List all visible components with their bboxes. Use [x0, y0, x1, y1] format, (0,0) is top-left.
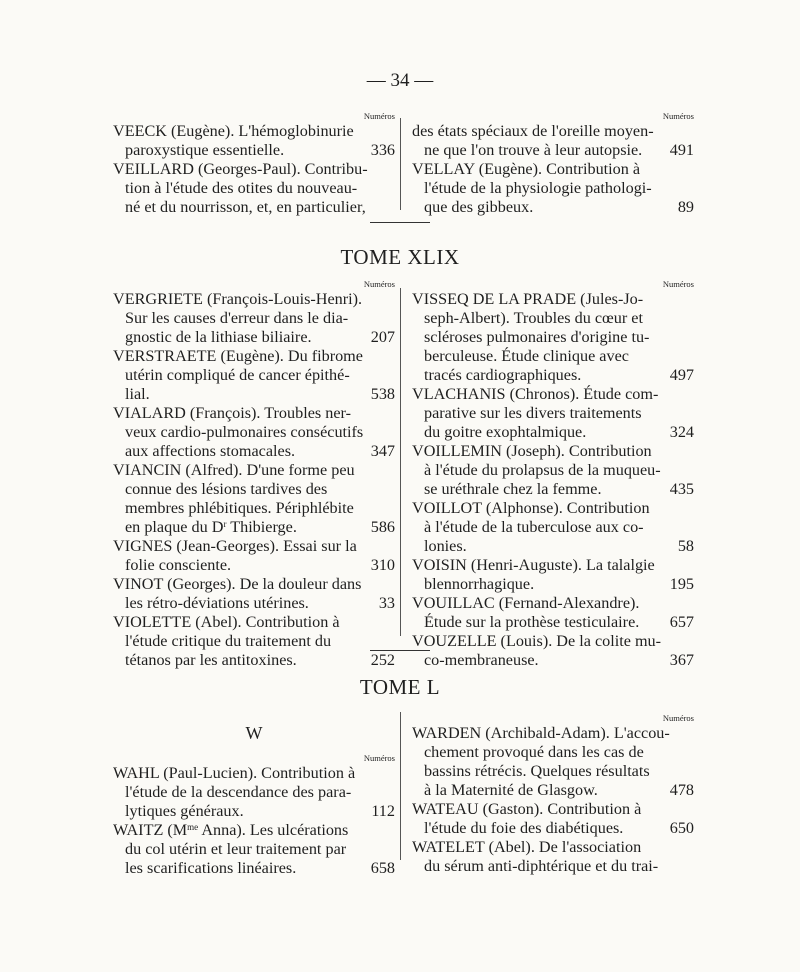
entry-text: VIGNES (Jean-Georges). Essai sur la — [113, 537, 357, 555]
entry-title-line — [113, 141, 395, 160]
entry-author-line — [113, 404, 395, 423]
entry-title-line — [113, 783, 395, 802]
thesis-entry — [113, 537, 395, 575]
entry-text: VISSEQ DE LA PRADE (Jules-Jo- — [412, 290, 644, 308]
entry-number: 112 — [371, 802, 395, 820]
entry-title-line — [113, 632, 395, 651]
numeros-label: Numéros — [662, 713, 694, 723]
entry-text: parative sur les divers traitements — [424, 404, 642, 422]
column-divider — [400, 288, 401, 636]
entry-number: 310 — [370, 556, 395, 574]
entry-number: 252 — [370, 651, 395, 669]
entry-author-line — [412, 556, 694, 575]
letter-heading: W — [245, 723, 263, 743]
entry-number: 195 — [669, 575, 694, 593]
entry-text: paroxystique essentielle. — [125, 141, 285, 159]
entry-number: 478 — [669, 781, 694, 799]
thesis-entry — [412, 556, 694, 594]
entry-text: que des gibbeux. — [424, 198, 534, 216]
entry-title-line — [412, 480, 694, 499]
entry-title-line — [412, 141, 694, 160]
thesis-entry — [412, 160, 694, 217]
entry-title-line — [412, 461, 694, 480]
entry-text: seph-Albert). Troubles du cœur et — [424, 309, 643, 327]
entry-text: du col utérin et leur traitement par — [125, 840, 347, 858]
entry-text: né et du nourrisson, et, en particulier, — [125, 198, 366, 216]
entry-author-line — [113, 122, 395, 141]
entry-text: ne que l'on trouve à leur autopsie. — [424, 141, 643, 159]
thesis-entry — [113, 290, 395, 347]
column-divider — [400, 712, 401, 860]
entry-title-line — [113, 179, 395, 198]
tome-xlix-left-column — [113, 278, 395, 670]
entry-title-line — [412, 347, 694, 366]
entry-text: folie consciente. — [125, 556, 232, 574]
thesis-entry — [412, 385, 694, 442]
entry-author-line — [113, 764, 395, 783]
page-number: — 34 — — [366, 70, 434, 91]
entry-text: WATEAU (Gaston). Contribution à — [412, 800, 642, 818]
entry-text: WARDEN (Archibald-Adam). L'accou- — [412, 724, 670, 742]
entry-title-line — [412, 179, 694, 198]
thesis-entry — [113, 613, 395, 670]
entry-author-line — [412, 594, 694, 613]
entry-text: connue des lésions tardives des — [125, 480, 328, 498]
entry-text: WAHL (Paul-Lucien). Contribution à — [113, 764, 356, 782]
entry-title-line — [412, 819, 694, 838]
entry-title-line — [412, 366, 694, 385]
entry-number: 650 — [669, 819, 694, 837]
entry-text: du sérum anti-diphtérique et du trai- — [424, 857, 659, 875]
entry-number: 367 — [669, 651, 694, 669]
entry-text: en plaque du $D^r$ Thibierge. — [125, 518, 297, 536]
entry-text: VEECK (Eugène). L'hémoglobinurie — [113, 122, 354, 140]
tome-xlix-right-column — [412, 278, 694, 670]
thesis-entry — [412, 594, 694, 632]
entry-number: 347 — [370, 442, 395, 460]
entry-text: VERSTRAETE (Eugène). Du fibrome — [113, 347, 363, 365]
thesis-entry — [412, 632, 694, 670]
entry-number: 435 — [669, 480, 694, 498]
entry-author-line — [113, 290, 395, 309]
entry-text: tracés cardiographiques. — [424, 366, 582, 384]
entry-title-line — [412, 743, 694, 762]
entry-text: l'étude de la physiologie pathologi- — [424, 179, 652, 197]
entry-title-line — [113, 802, 395, 821]
entry-title-line — [113, 556, 395, 575]
entry-text: gnostic de la lithiase biliaire. — [125, 328, 312, 346]
thesis-entry — [113, 461, 395, 537]
entry-text: l'étude critique du traitement du — [125, 632, 332, 650]
entry-author-line — [412, 838, 694, 857]
thesis-entry — [412, 724, 694, 800]
thesis-entry — [113, 764, 395, 821]
entry-text: lonies. — [424, 537, 467, 555]
section-rule — [370, 222, 430, 223]
entry-text: utérin compliqué de cancer épithé- — [125, 366, 350, 384]
entry-title-line — [412, 651, 694, 670]
entry-author-line — [412, 442, 694, 461]
entry-text: aux affections stomacales. — [125, 442, 296, 460]
entry-number: 33 — [378, 594, 395, 612]
entry-title-line — [113, 480, 395, 499]
entry-title-line — [412, 309, 694, 328]
entry-text: VIANCIN (Alfred). D'une forme peu — [113, 461, 355, 479]
entry-title-line — [113, 366, 395, 385]
entry-author-line — [113, 160, 395, 179]
entry-author-line — [412, 385, 694, 404]
entry-title-line — [113, 518, 395, 537]
entry-text: co-membraneuse. — [424, 651, 539, 669]
entry-number: 491 — [669, 141, 694, 159]
entry-number: 336 — [370, 141, 395, 159]
entry-text: berculeuse. Étude clinique avec — [424, 347, 629, 365]
entry-text: veux cardio-pulmonaires consécutifs — [125, 423, 364, 441]
entry-text: VEILLARD (Georges-Paul). Contribu- — [113, 160, 368, 178]
entry-text: VOISIN (Henri-Auguste). La talalgie — [412, 556, 655, 574]
column-divider — [400, 118, 401, 210]
entry-author-line — [113, 537, 395, 556]
entry-title-line — [113, 651, 395, 670]
entry-text: VLACHANIS (Chronos). Étude com- — [412, 385, 659, 403]
entry-title-line — [412, 537, 694, 556]
entry-text: membres phlébitiques. Périphlébite — [125, 499, 354, 517]
entry-text: WAITZ ($M^{me}$ Anna). Les ulcérations — [113, 821, 349, 839]
numeros-label: Numéros — [363, 753, 395, 763]
thesis-entry — [412, 838, 694, 876]
entry-number: 538 — [370, 385, 395, 403]
tome-l-right-column — [412, 712, 694, 876]
numeros-label: Numéros — [662, 279, 694, 289]
entry-text: à l'étude du prolapsus de la muqueu- — [424, 461, 661, 479]
entry-text: Étude sur la prothèse testiculaire. — [424, 613, 640, 631]
entry-title-line — [412, 518, 694, 537]
entry-text: les rétro-déviations utérines. — [125, 594, 309, 612]
entry-author-line — [113, 575, 395, 594]
entry-text: VOILLOT (Alphonse). Contribution — [412, 499, 650, 517]
tome-l-title: TOME L — [359, 675, 441, 699]
thesis-entry — [113, 122, 395, 160]
entry-number: 497 — [669, 366, 694, 384]
entry-number: 657 — [669, 613, 694, 631]
entry-text: VELLAY (Eugène). Contribution à — [412, 160, 641, 178]
entry-author-line — [412, 499, 694, 518]
entry-number: 89 — [677, 198, 694, 216]
entry-number: 658 — [370, 859, 395, 877]
entry-title-line — [412, 328, 694, 347]
entry-number: 58 — [677, 537, 694, 555]
entry-text: tétanos par les antitoxines. — [125, 651, 297, 669]
entry-text: VOUZELLE (Louis). De la colite mu- — [412, 632, 662, 650]
entry-title-line — [412, 613, 694, 632]
entry-title-line — [412, 423, 694, 442]
entry-title-line — [113, 840, 395, 859]
thesis-entry — [412, 442, 694, 499]
entry-title-line — [113, 859, 395, 878]
entry-text: à la Maternité de Glasgow. — [424, 781, 598, 799]
entry-text: VIOLETTE (Abel). Contribution à — [113, 613, 340, 631]
entry-author-line — [113, 461, 395, 480]
entry-author-line — [412, 724, 694, 743]
entry-title-line — [113, 309, 395, 328]
entry-text: des états spéciaux de l'oreille moyen- — [412, 122, 654, 140]
thesis-entry — [113, 404, 395, 461]
entry-text: VOILLEMIN (Joseph). Contribution — [412, 442, 652, 460]
entry-text: scléroses pulmonaires d'origine tu- — [424, 328, 650, 346]
tome-l-left-column — [113, 718, 395, 878]
entry-title-line — [412, 404, 694, 423]
entry-text: chement provoqué dans les cas de — [424, 743, 644, 761]
tome-xlix-title: TOME XLIX — [340, 245, 460, 269]
entry-number: 207 — [370, 328, 395, 346]
top-right-column — [412, 110, 694, 217]
entry-author-line — [412, 800, 694, 819]
entry-text: lial. — [125, 385, 150, 403]
entry-title-line — [113, 385, 395, 404]
entry-number: 324 — [669, 423, 694, 441]
entry-text: lytiques généraux. — [125, 802, 244, 820]
thesis-entry — [113, 160, 395, 217]
entry-title-line — [113, 423, 395, 442]
entry-author-line — [113, 821, 395, 840]
entry-author-line — [412, 290, 694, 309]
entry-text: blennorrhagique. — [424, 575, 535, 593]
top-left-column — [113, 110, 395, 217]
numeros-label: Numéros — [363, 279, 395, 289]
entry-text: les scarifications linéaires. — [125, 859, 297, 877]
entry-title-line — [113, 594, 395, 613]
entry-title-line — [412, 857, 694, 876]
entry-text: l'étude de la descendance des para- — [125, 783, 352, 801]
thesis-entry — [113, 575, 395, 613]
numeros-label: Numéros — [662, 111, 694, 121]
entry-text: VERGRIETE (François-Louis-Henri). — [113, 290, 363, 308]
entry-title-line — [113, 499, 395, 518]
entry-author-line — [412, 632, 694, 651]
thesis-entry — [412, 290, 694, 385]
thesis-entry — [412, 122, 694, 160]
entry-title-line — [412, 762, 694, 781]
entry-text: à l'étude de la tuberculose aux co- — [424, 518, 644, 536]
entry-title-line — [412, 781, 694, 800]
thesis-entry — [113, 347, 395, 404]
entry-text: l'étude du foie des diabétiques. — [424, 819, 624, 837]
entry-author-line — [412, 160, 694, 179]
entry-text: VIALARD (François). Troubles ner- — [113, 404, 351, 422]
entry-number: 586 — [370, 518, 395, 536]
entry-text: VINOT (Georges). De la douleur dans — [113, 575, 362, 593]
entry-text: WATELET (Abel). De l'association — [412, 838, 642, 856]
section-rule — [370, 650, 430, 651]
entry-text: tion à l'étude des otites du nouveau- — [125, 179, 358, 197]
entry-title-line — [113, 198, 395, 217]
entry-author-line — [113, 347, 395, 366]
entry-author-line — [412, 122, 694, 141]
thesis-entry — [412, 499, 694, 556]
entry-text: Sur les causes d'erreur dans le dia- — [125, 309, 349, 327]
thesis-entry — [113, 821, 395, 878]
entry-text: VOUILLAC (Fernand-Alexandre). — [412, 594, 640, 612]
entry-title-line — [412, 198, 694, 217]
entry-text: se uréthrale chez la femme. — [424, 480, 602, 498]
entry-text: du goitre exophtalmique. — [424, 423, 587, 441]
entry-title-line — [113, 328, 395, 347]
entry-author-line — [113, 613, 395, 632]
entry-title-line — [113, 442, 395, 461]
entry-text: bassins rétrécis. Quelques résultats — [424, 762, 650, 780]
entry-title-line — [412, 575, 694, 594]
thesis-entry — [412, 800, 694, 838]
numeros-label: Numéros — [363, 111, 395, 121]
